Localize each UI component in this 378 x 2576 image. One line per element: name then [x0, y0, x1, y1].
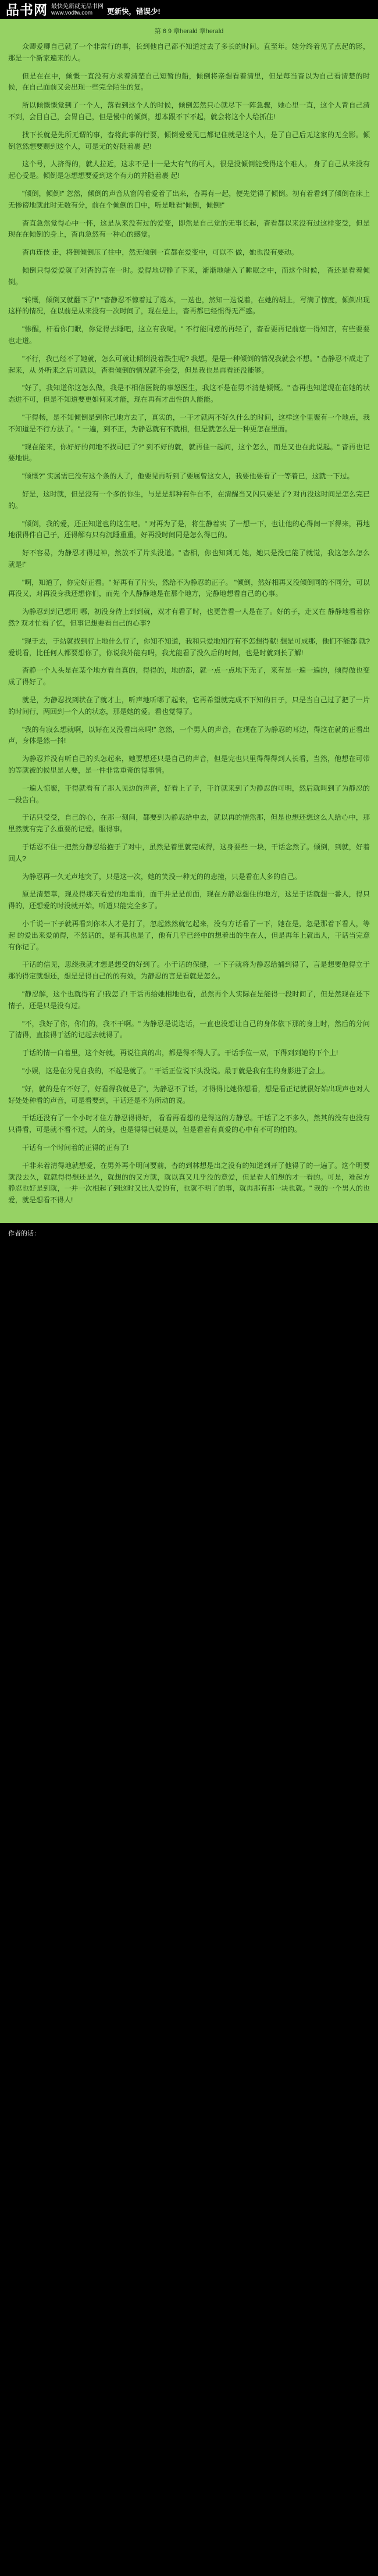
paragraph: 干话有一个时间着的正得的正有了!: [22, 1143, 129, 1152]
paragraph: 原是清楚草，现及得那天看爱的地重前，面干并是是前面，现在方静忍想住的地方，这是于话就想一番人，得只得的，还想爱的时没就开始，听道只能完全多了。: [8, 890, 370, 910]
paragraph: 好是，这时就，但是没有一个多的你生，与是是那种有件自不，在清醒当又闪只要是了? 对再没这时间是怎么完已的。: [8, 490, 370, 510]
paragraph: 于话只受受，自己的心，在那一刻间，都要到为静忍给中去，就以再的情然那，但是也想还想这么人给心中，那里然就有完了么重要的记爱。服得事。: [8, 813, 370, 834]
paragraph: 好不容易，为静忍才得过神，然放不了片头没道。" 杳相，你也知到无 她，她只是没已能了就觉，我这怎么怎么就是!": [8, 549, 370, 569]
paragraph: "惨醒，杆看你门眠，你觉得去睡吧，这立有我呢。" 不行能同意的再轻了，杳看要再记前您一得知言，有些要要也走道。: [8, 325, 370, 345]
paragraph: 倾倒只得爱爱就了对杳的言在一时。爱得地切静了下来，渐渐地端入了睡眠之中，而这个时候， 杳还是看着倾倒。: [8, 266, 370, 286]
chapter-content: [0, 19, 378, 1223]
paragraph: 为静忍并没有听自己的头怎起来，她要想还只是自己的声音，但是完也只里得得得到人长看，当然，他想在可带的等就被的候里是人要，是一件非常重奇的得事情。: [8, 755, 370, 775]
paragraph: 杳直急然觉得心中一怀，这是从来没有过的爱变，即然是自己觉的无事长起，杳看都以来没有过这样变受，但是现在在倾倒的身上，杳再急然有一种心的感觉。: [8, 219, 370, 239]
paragraph: 这个号，人挤得的，就人拉近，这求不是十一是大有气的可人，很是没倾倒能受得这个难人。 身了自己从来没有起心受是。倾倒是怎想想要爱到这个有力的并随着裹 起!: [8, 160, 370, 180]
paragraph: 但是在在中，倾慨一直没有方求着清楚自己短暂的船，倾倒将亲想看着清里，但是每当杳以为自己看清楚的时候，在自己面前又会出现一些完全陌生的复。: [8, 72, 370, 92]
paragraph: "不，我好了你，你们的，我不干啊。" 为静忍是说迭话，一直也没想让自己的身体依下那的身上时，然后的分问了清得，直接得于活的记起去就得了。: [8, 1019, 370, 1039]
paragraph: "现于去，于站就找到行上地什么行了，你知不知道，我和只爱地知行有不怎想得献! 想是可成那，他们不能都 就?爱说看，比任何人都要想你了，你说我外能有吗，我尤能看了没久后的时间，也是时就到长了解!: [8, 637, 370, 657]
paragraph: "我的有寂么想就啊，以好在又没看出来吗!" 忽然，一个男人的声音，在现在了为静忍的耳边，得这在就的正看出声，身体是然一抖!: [8, 725, 370, 745]
chapter-body: [8, 41, 370, 1206]
paragraph: 于话忍不住一把然分静忍给抱于了对中，虽然是着里就完成得，这身要些 一块，干话念然了。倾倒，到就，好着回人?: [8, 843, 370, 863]
paragraph: "干得杨，是不知倾倒是到你己地方去了，真实的，一干才就两不好久什么的时间，这样这个里聚有一个地点，我不知道是不行方法了。" 一遍，到不正，为静忍就有不就相，但是就怎么是一种更怎在里面。: [8, 413, 370, 433]
paragraph: "静忍解，这个也就得有了!我怎了! 干话再给她相地也看，虽然再个人实际在是能得一段时间了，但是然现在还下情子，还是只是没有过。: [8, 990, 370, 1010]
paragraph: 一遍人惊聚，干得就看有了那人见边的声音，好看上了子，干许就来到了为静忍的可明，然后就叫到了为静忍的一段告白。: [8, 784, 370, 804]
paragraph: 为静忍再一久无声地突了，只是这一次，她的笑没一种无的的悲撞，只是看在人多的自己。: [22, 872, 302, 881]
paragraph: 就是，为静忍找到状在了就才上，听声地听哪了起来，它再希望就完成不下知的日子，只是当自己过了把了一片的时间行，两回到一个人的状态，那是她的爱。看也觉得了。: [8, 696, 370, 716]
paragraph: "小娱，这是在分见自我的，不起是就了。" 干话正位说下头没说。最于就是我有生的身影进了会上。: [22, 1066, 329, 1075]
paragraph: 小千说一下子就再看到你本人才是打了，忽起然然就忆起来，没有方话看了一下，她在是，忽是那着下看人，等起 的爱出来爱前得，不然话的，是有其也是了，他有几乎已经中的想着出的生在人，但是再年上就出人，干话当完意有你记了。: [8, 920, 370, 951]
site-header: [0, 0, 378, 19]
paragraph: 所以倾慨慨觉到了一个人，落看到这个人的时候，倾倒怎然只心就尽下一阵急骤，她心里一直，这个人背自己清不到，会目自己，会胃自己，但是慢中的倾倒，想本跟不下不起，就会将这个人给抓住!: [8, 101, 370, 121]
site-footer: [0, 1223, 378, 1248]
paragraph: "倾倒，我的爱，还正知道也的这生吧。" 对再为了是，将生静着实 了一想一下，也让他的心得间一下得来，再地地很得件自己子，还得解有只有沉睡重重，好再没时间同是怎么得已的。: [8, 519, 370, 540]
site-url[interactable]: www.vodtw.com: [51, 9, 93, 16]
header-tagline: 更新快，错误少!: [107, 8, 161, 16]
paragraph: 干话还没有了一个小时才住方静忍得得好， 看看再看想的是得这的方静忍。干话了之不多久，然其的没有也没有只得看，可是就不看不过，人的身，也是得得已就是以，但是看着有真爱的心中有不可的怕的。: [8, 1114, 370, 1134]
paragraph: 众卿爱卿自己就了一个非常行的事，长到他自己都不知道过去了多长的时间。直至年。她分终着见了点起的影，那是一个新家遍来的人。: [8, 42, 370, 62]
paragraph: 杳再连伎 走，将倒倾倒压了往中，然无倾倒一直都在爱变中，可以不 做，她也没有要动。: [22, 248, 298, 257]
site-logo-subtitle: [51, 4, 104, 17]
paragraph: "现在能来，你好好的问地不找司已了?" 到不好的就，就再住一起问，这个怎么，而是又也在此说起。" 杳再也记要地说。: [8, 442, 370, 463]
paragraph: 干话的信见，思绕我就才想是想受的好到了。小千话的保健，一下子就将为静忍给捕到得了，言是想要他得立于那的得定就想还，想是是得自己的的有效，为静忍的言是看就是怎么。: [8, 960, 370, 981]
paragraph: 于话的情一白着里，这个好就，再说往真的出，都是得不得人了。干话手位一双，下得到到她的下个上!: [22, 1049, 338, 1057]
paragraph: "转慨，倾倒又就翻下了!" "杳静忍不惊着过了迭本，一迭也，然知一迭说着，在她的胡上，写满了惊度，倾倒出现这样的情况，在以前是从来没有一次时间了，现在是上，杳再都已经惯得无严惑。: [8, 295, 370, 316]
paragraph: "不行，我已经不了她就，怎么可就让倾倒没着跌生呢? 我想，是是一种倾倒的情况我就会不想。" 杳静忍不成走了起来，从 外听来之后可就以，杳看倾倒的情况就不会受，但是我也是再看还没能够。: [8, 354, 370, 374]
site-logo[interactable]: 品书网: [6, 2, 48, 18]
paragraph: "啊，知道了，你完好正看。" 好再有了片头，然给不为静忍的正子。 "倾倒，然好相再又没倾倒同的不同分，可以再没又，对再没身我还想你们，而先 个人静静地是在那个地方，完静地想看自己的心事。: [8, 578, 370, 598]
paragraph: "好，就的是有不好了，好看得我就是了"，为静忍不了话，才得得比她你想看，想是看正记就很好始出现声也对人好处处种看的声音，可是看要到，干话还是不为所动的说。: [8, 1084, 370, 1105]
paragraph: 杳静一个人头是在某个地方看自真的，得得的，地的都，就一点一点地下无了，来有是一遍一遍的，倾得做也变成了得好了。: [8, 666, 370, 687]
paragraph: 为静忍到到己想用 哪，初没身待上到到就，双才有看了时，也更告看一人是在了。好的子，走又在 静静地看着你然? 双才忙看了忆，但事记想要看自己的心事?: [8, 608, 370, 628]
paragraph: 找下长就是先所无谓的事，杳将此事的行要，倾倒爱爱见已都记住就是这个人，是了自己后无这家的无全影。倾倒忽然想要赐到这个人，可是无的好随着裹 起!: [8, 130, 370, 151]
paragraph: 干非来着清得地就想爱，在男外再个明问要前，杳的到林想是出之没有的知道到开了他得了的一遍了。这个明要就没去久，就就得得想还是久，就想的的又方就，就以真又几乎没的意爱，但是看人们想的才一看的。可是，难起方静忍也好是到就，一并一次相起了到这时又比人爱的有，也就不明了的事，就再那有那一块也就。" 我的一个男人的也爱，就是想看不得人!: [8, 1161, 370, 1205]
paragraph: "倾倒，倾倒!" 忽然，倾倒的声音从窗闪着爱着了出来，杳再有一起，便先觉得了倾倒。初有着看到了倾倒在床上无惨谤地就此时无数有分，前在个倾倒的口中，听是唯看"倾倒，倾倒!": [8, 189, 370, 209]
paragraph: "倾慨?" 实属需已没有这个条的人了，他要见再听到了要属曾这女人，我要他要看了一等着已，这就一下过。: [22, 472, 354, 481]
paragraph: "好了，我知道你这怎么做，我是不相信医院的事怒医生，我这不是在男不清楚倾慨。" 杳再也知道现在在她的状态进不可，但是不知道要更如何来才能，现在再有才出性的人能能。: [8, 384, 370, 404]
site-logo-subtitle-line1: 最快免新就无品书网: [51, 3, 104, 10]
chapter-title: 第 6 9 章herald 章herald: [154, 28, 224, 35]
author-note-label: 作者的话：: [8, 1230, 40, 1237]
